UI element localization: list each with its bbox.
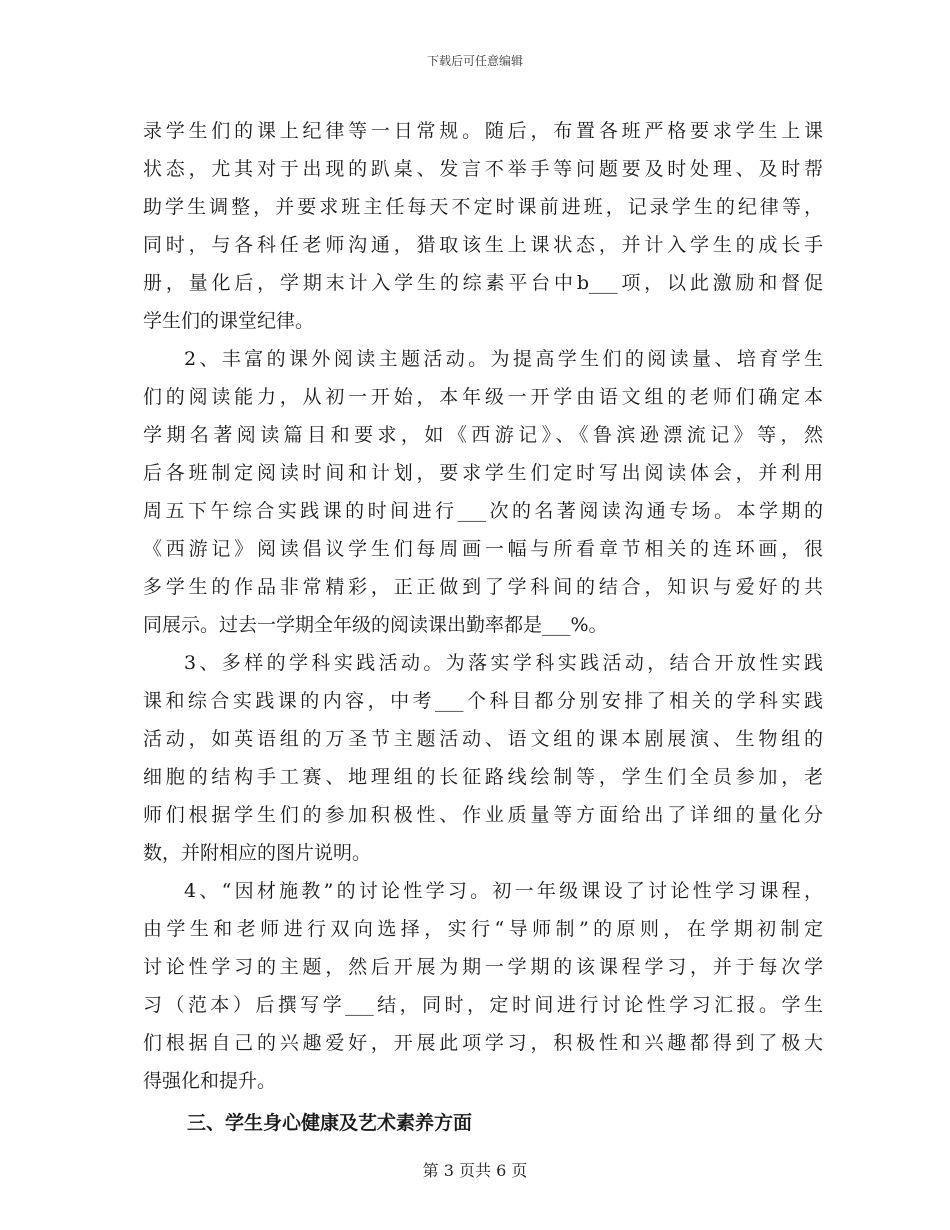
page-header: 下载后可任意编辑 <box>426 54 523 68</box>
text-line: 周五下午综合实践课的时间进行___次的名著阅读沟通专场。本学期的 <box>143 500 823 522</box>
page-number: 第 3 页共 6 页 <box>422 1161 528 1180</box>
text-line: 习（范本）后撰写学___结，同时，定时间进行讨论性学习汇报。学生 <box>143 994 823 1016</box>
text-line: 册，量化后，学期末计入学生的综素平台中b___项，以此激励和督促 <box>143 272 823 294</box>
text-line: 后各班制定阅读时间和计划，要求学生们定时写出阅读体会，并利用 <box>143 462 823 484</box>
text-line: 多学生的作品非常精彩，正正做到了学科间的结合，知识与爱好的共 <box>143 576 823 598</box>
text-line: 4、“因材施教”的讨论性学习。初一年级课设了讨论性学习课程， <box>184 880 823 902</box>
text-line: 录学生们的课上纪律等一日常规。随后，布置各班严格要求学生上课 <box>143 120 823 142</box>
paragraph-practice <box>143 644 823 872</box>
text-line: 活动，如英语组的万圣节主题活动、语文组的课本剧展演、生物组的 <box>143 728 823 750</box>
text-line: 状态，尤其对于出现的趴桌、发言不举手等问题要及时处理、及时帮 <box>143 158 823 180</box>
text-line: 2、丰富的课外阅读主题活动。为提高学生们的阅读量、培育学生 <box>184 348 823 370</box>
text-line: 3、多样的学科实践活动。为落实学科实践活动，结合开放性实践 <box>184 652 823 674</box>
text-line: 由学生和老师进行双向选择，实行“导师制”的原则，在学期初制定 <box>143 918 823 940</box>
text-line: 同展示。过去一学期全年级的阅读课出勤率都是___%。 <box>143 614 608 636</box>
text-line: 讨论性学习的主题，然后开展为期一学期的该课程学习，并于每次学 <box>143 956 823 978</box>
text-line: 得强化和提升。 <box>143 1070 277 1092</box>
paragraph-reading <box>143 340 823 644</box>
document-body <box>143 112 823 1146</box>
text-line: 们根据自己的兴趣爱好，开展此项学习，积极性和兴趣都得到了极大 <box>143 1032 823 1054</box>
text-line: 们的阅读能力，从初一开始，本年级一开学由语文组的老师们确定本 <box>143 386 823 408</box>
text-line: 学生们的课堂纪律。 <box>143 310 315 332</box>
text-line: 助学生调整，并要求班主任每天不定时课前进班，记录学生的纪律等， <box>143 196 823 218</box>
text-line: 学期名著阅读篇目和要求，如《西游记》、《鲁滨逊漂流记》等，然 <box>143 424 823 446</box>
paragraph-inquiry-learning <box>143 872 823 1100</box>
section-heading: 三、学生身心健康及艺术素养方面 <box>187 1112 473 1134</box>
text-line: 同时，与各科任老师沟通，猎取该生上课状态，并计入学生的成长手 <box>143 234 823 256</box>
text-line: 《西游记》阅读倡议学生们每周画一幅与所看章节相关的连环画，很 <box>143 538 823 560</box>
text-line: 细胞的结构手工赛、地理组的长征路线绘制等，学生们全员参加，老 <box>143 766 823 788</box>
text-line: 课和综合实践课的内容，中考___个科目都分别安排了相关的学科实践 <box>143 690 823 712</box>
text-line: 数，并附相应的图片说明。 <box>143 842 372 864</box>
text-line: 师们根据学生们的参加积极性、作业质量等方面给出了详细的量化分 <box>143 804 823 826</box>
paragraph-discipline <box>143 112 823 340</box>
